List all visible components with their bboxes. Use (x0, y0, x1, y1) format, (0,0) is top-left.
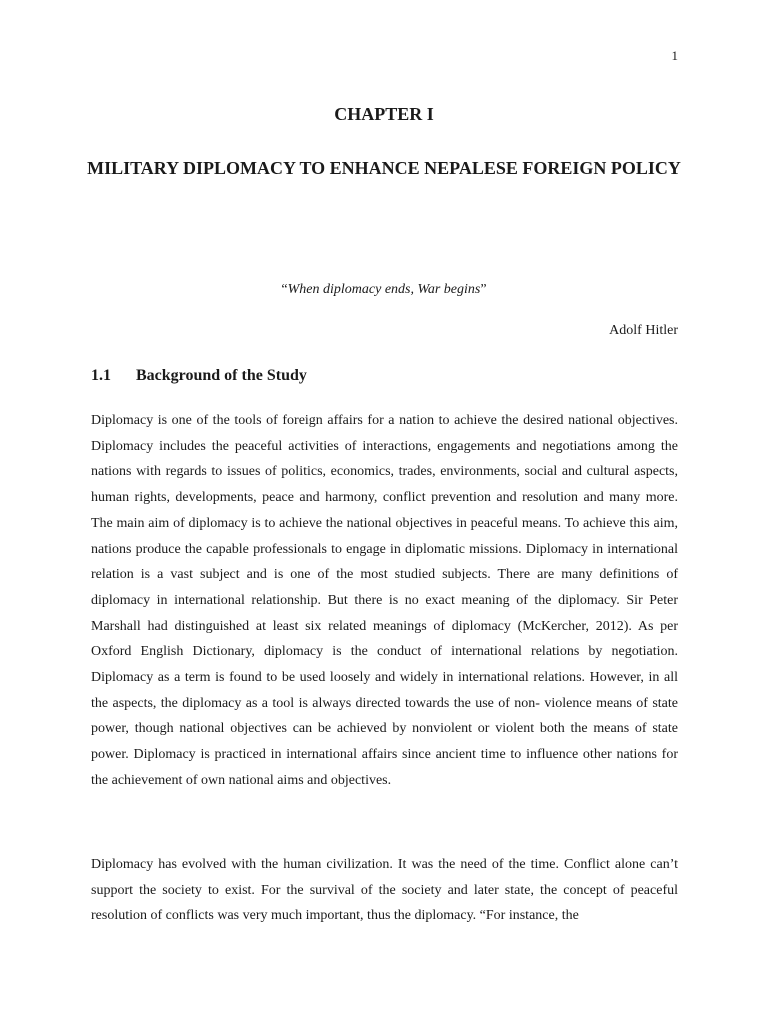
epigraph-close-quote: ” (480, 282, 487, 297)
page-number: 1 (671, 48, 678, 63)
epigraph-attribution: Adolf Hitler (609, 323, 678, 338)
epigraph-quote: When diplomacy ends, War begins (287, 282, 481, 297)
chapter-title: MILITARY DIPLOMACY TO ENHANCE NEPALESE FOREIGN POLICY (87, 158, 681, 178)
epigraph-open-quote: “ (281, 282, 288, 297)
body-paragraph: Diplomacy is one of the tools of foreign affairs for a nation to achieve the desired national objectives. Diplomacy includes the peaceful activities of interactions, engagements and negotiations among the nations with regards to issues of politics, economics, trades, environments, social and cultural aspects, human rights, developments, peace and harmony, conflict prevention and resolution and many more. The main aim of diplomacy is to achieve the national objectives in peaceful means. To achieve this aim, nations produce the capable professionals to engage in diplomatic missions. Diplomacy in international relation is a vast subject and is one of the most studied subjects. There are many definitions of diplomacy in international relationship. But there is no exact meaning of the diplomacy. Sir Peter Marshall had distinguished at least six related meanings of diplomacy (McKercher, 2012). As per Oxford English Dictionary, diplomacy is the conduct of international relations by negotiation. Diplomacy as a term is found to be used loosely and widely in international relations. However, in all the aspects, the diplomacy as a tool is always directed towards the use of non- violence means of state power, though national objectives can be achieved by nonviolent or violent both the means of state power. Diplomacy is practiced in international affairs since ancient time to influence other nations for the achievement of own national aims and objectives. (91, 413, 678, 788)
body-paragraph: Diplomacy has evolved with the human civilization. It was the need of the time. Conflict alone can’t support the society to exist. For the survival of the society and later state, the concept of peaceful resolution of conflicts was very much important, thus the diplomacy. “For instance, the (91, 857, 678, 924)
section-title: Background of the Study (136, 367, 307, 384)
section-heading (91, 367, 307, 385)
epigraph (0, 282, 768, 298)
chapter-label: CHAPTER I (334, 104, 434, 124)
section-number: 1.1 (91, 367, 111, 384)
